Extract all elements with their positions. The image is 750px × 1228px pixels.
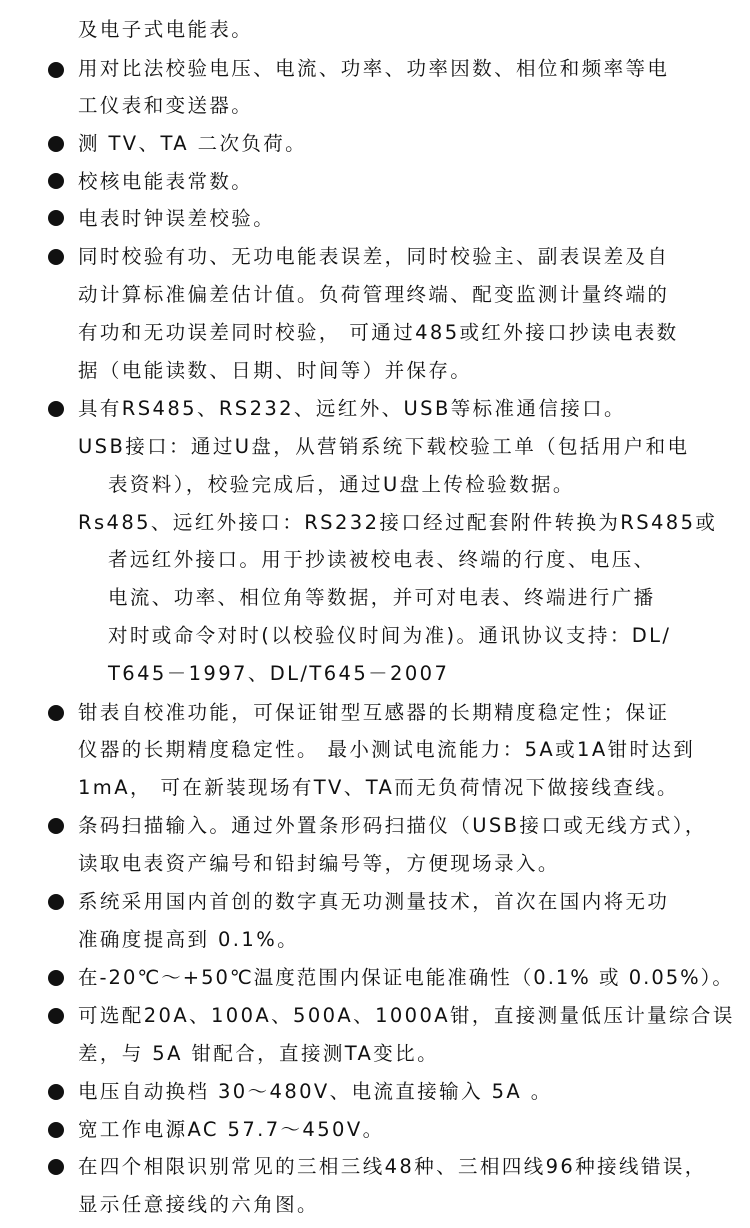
text-line: 在四个相限识别常见的三相三线48种、三相四线96种接线错误，	[78, 1155, 707, 1178]
text-line: 显示任意接线的六角图。	[78, 1193, 319, 1216]
bullet-dot	[48, 1122, 64, 1138]
bullet-dot	[48, 894, 64, 910]
text-line: 校核电能表常数。	[78, 170, 254, 193]
text-line: 及电子式电能表。	[78, 18, 254, 41]
text-line: 用对比法校验电压、电流、功率、功率因数、相位和频率等电	[78, 57, 670, 80]
text-line: 动计算标准偏差估计值。负荷管理终端、配变监测计量终端的	[78, 283, 670, 306]
text-line: 测 TV、TA 二次负荷。	[78, 132, 308, 155]
text-line: 电表时钟误差校验。	[78, 207, 276, 230]
text-line: 具有RS485、RS232、远红外、USB等标准通信接口。	[78, 397, 626, 420]
text-line: 工仪表和变送器。	[78, 94, 254, 117]
text-line: 电流、功率、相位角等数据，并可对电表、终端进行广播	[108, 586, 656, 609]
text-line: 同时校验有功、无功电能表误差，同时校验主、副表误差及自	[78, 245, 670, 268]
bullet-dot	[48, 1008, 64, 1024]
text-line: 系统采用国内首创的数字真无功测量技术，首次在国内将无功	[78, 890, 670, 913]
text-line: 宽工作电源AC 57.7～450V。	[78, 1118, 385, 1141]
bullet-dot	[48, 970, 64, 986]
text-line: 钳表自校准功能，可保证钳型互感器的长期精度稳定性；保证	[78, 701, 670, 724]
bullet-dot	[48, 210, 64, 226]
bullet-dot	[48, 401, 64, 417]
text-line: Rs485、远红外接口：RS232接口经过配套附件转换为RS485或	[78, 511, 718, 534]
text-line: 据（电能读数、日期、时间等）并保存。	[78, 359, 473, 382]
text-line: T645－1997、DL/T645－2007	[108, 662, 450, 685]
bullet-dot	[48, 1159, 64, 1175]
text-line: USB接口：通过U盘，从营销系统下载校验工单（包括用户和电	[78, 435, 690, 458]
text-line: 读取电表资产编号和铅封编号等，方便现场录入。	[78, 852, 560, 875]
text-line: 可选配20A、100A、500A、1000A钳，直接测量低压计量综合误	[78, 1004, 735, 1027]
text-line: 者远红外接口。用于抄读被校电表、终端的行度、电压、	[108, 548, 656, 571]
text-line: 1mA， 可在新装现场有TV、TA而无负荷情况下做接线查线。	[78, 776, 679, 799]
bullet-dot	[48, 818, 64, 834]
bullet-dot	[48, 62, 64, 78]
text-line: 电压自动换档 30～480V、电流直接输入 5A 。	[78, 1080, 553, 1103]
text-line: 仪器的长期精度稳定性。 最小测试电流能力：5A或1A钳时达到	[78, 738, 696, 761]
text-line: 准确度提高到 0.1%。	[78, 928, 300, 951]
bullet-dot	[48, 1084, 64, 1100]
text-line: 差，与 5A 钳配合，直接测TA变比。	[78, 1042, 439, 1065]
bullet-dot	[48, 173, 64, 189]
bullet-dot	[48, 249, 64, 265]
text-line: 在-20℃～+50℃温度范围内保证电能准确性（0.1% 或 0.05%）。	[78, 966, 734, 989]
text-line: 有功和无功误差同时校验， 可通过485或红外接口抄读电表数	[78, 321, 679, 344]
bullet-dot	[48, 136, 64, 152]
text-line: 对时或命令对时(以校验仪时间为准)。通讯协议支持：DL/	[108, 624, 672, 647]
text-line: 条码扫描输入。通过外置条形码扫描仪（USB接口或无线方式），	[78, 814, 707, 837]
text-line: 表资料），校验完成后，通过U盘上传检验数据。	[108, 473, 575, 496]
bullet-dot	[48, 705, 64, 721]
